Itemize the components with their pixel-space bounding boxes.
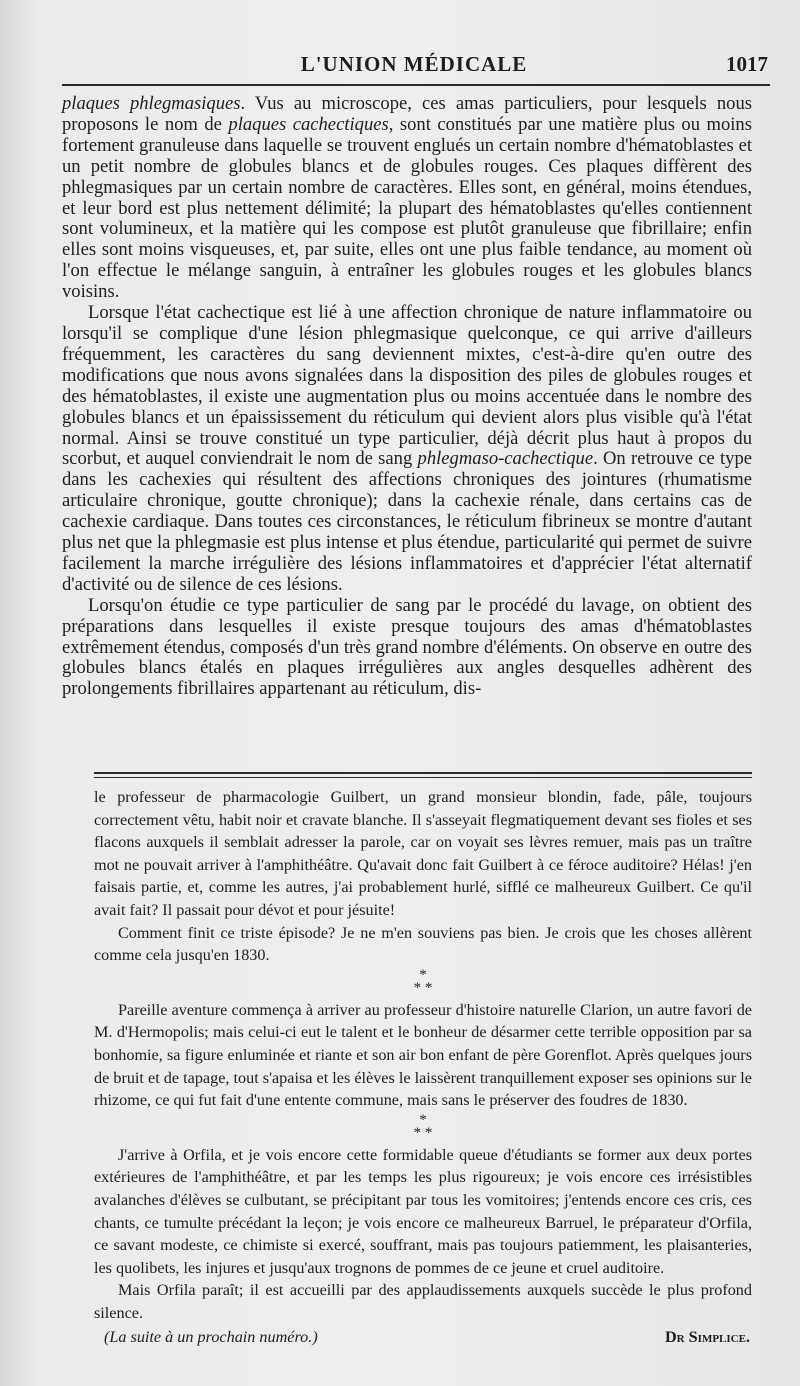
article-paragraph [62, 596, 752, 701]
text-run: . On retrouve ce type dans les cachexies qui résultent des affections chroniques des jointures (rhumatisme articulaire chronique, goutte chronique); dans la cachexie rénale, dans certains cas de cachexie cardiaque. Dans toutes ces circonstances, le réticulum fibrineux se montre d'autant plus net que la phlegmasie est plus intense et plus étendue, particularité qui permet de suivre facilement la marche irrégulière des lésions inflammatoires et d'apprécier l'état alternatif d'activité ou de silence de ces lésions. [62, 448, 752, 595]
feuilleton-paragraph: Pareille aventure commença à arriver au professeur d'histoire naturelle Clarion, un autre favori de M. d'Hermopolis; mais celui-ci eut le talent et le bonheur de désarmer cette terrible opposition par sa bonhomie, sa figure enluminée et riante et son air bon enfant de père Gorenflot. Après quelques jours de bruit et de tapage, tout s'apaisa et les élèves le laissèrent tranquillement exposer ses opinions sur le rhizome, ce qui fut fait d'une entente commune, mais sans le préserver des foudres de 1830. [94, 1000, 752, 1110]
section-stars [94, 1111, 752, 1141]
star-bottom: * * [413, 979, 433, 996]
article-paragraph [62, 94, 752, 303]
running-title: L'UNION MÉDICALE [300, 52, 528, 76]
page-number: 1017 [726, 52, 768, 76]
feuilleton-paragraph: Mais Orfila paraît; il est accueilli par des applaudissements auxquels succède le plus profond silence. [94, 1281, 752, 1322]
header-rule [62, 84, 770, 86]
signoff [94, 1326, 752, 1350]
star-top: * [419, 1111, 427, 1128]
feuilleton [94, 786, 752, 1350]
feuilleton-separator [94, 772, 752, 778]
feuilleton-paragraph: le professeur de pharmacologie Guilbert, un grand monsieur blondin, fade, pâle, toujours correctement vêtu, habit noir et cravate blanche. Il s'asseyait flegmatiquement devant ses fioles et ses flacons auxquels il semblait adresser la parole, car on voyait ses lèvres remuer, mais pas un traître mot ne pouvait arriver à l'amphithéâtre. Qu'avait donc fait Guilbert à ce féroce auditoire? Hélas! j'en faisais partie, et, comme les autres, j'ai probablement hurlé, sifflé ce malheureux Guilbert. Ce qu'il avait fait? Il passait pour dévot et pour jésuite! [94, 788, 752, 919]
text-run: , sont constitués par une matière plus ou moins fortement granuleuse dans laquelle se trouvent englués un certain nombre d'hématoblastes et un petit nombre de globules blancs et de globules rouges. Ces plaques diffèrent des phlegmasiques par un certain nombre de caractères. Elles sont, en général, moins étendues, et leur bord est plus nettement délimité; la plupart des hématoblastes qu'elles contiennent sont volumineux, et la matière qui les compose est plutôt granuleuse que fibrillaire; enfin elles sont moins visqueuses, et, par suite, elles ont une plus faible tendance, au moment où l'on effectue le mélange sanguin, à entraîner les globules rouges et les globules blancs voisins. [62, 113, 752, 303]
section-stars [94, 966, 752, 996]
page-header [60, 48, 768, 82]
text-run: Lorsque l'état cachectique est lié à une affection chronique de nature inflammatoire ou lorsqu'il se complique d'une lésion phlegmasique quelconque, ce qui arrive d'ailleurs fréquemment, les caractères du sang deviennent mixtes, c'est-à-dire qu'en outre des modifications que nous avons signalées dans la disposition des piles de globules rouges et des hématoblastes, il existe une augmentation plus ou moins accentuée dans le nombre des globules blancs et un épaississement du réticulum qui devient alors plus visible qu'à l'état normal. Ainsi se trouve constitué un type particulier, déjà décrit plus haut à propos du scorbut, et auquel conviendrait le nom de sang [62, 302, 752, 470]
article-paragraph [62, 303, 752, 596]
feuilleton-paragraph: Comment finit ce triste épisode? Je ne m'en souviens pas bien. Je crois que les choses allèrent comme cela jusqu'en 1830. [94, 923, 752, 965]
star-bottom: * * [413, 1124, 433, 1141]
text-run: . Vus au microscope, ces amas particuliers, pour lesquels nous proposons le nom de [62, 93, 752, 135]
author-signature: Dr Simplice. [664, 1328, 750, 1347]
italic-term: plaques cachectiques [228, 113, 389, 135]
italic-term: plaques phlegmasiques [62, 93, 241, 114]
text-run: Lorsqu'on étudie ce type particulier de sang par le procédé du lavage, on obtient des préparations dans lesquelles il existe presque toujours des amas d'hématoblastes extrêmement étendus, composés d'un très grand nombre d'éléments. On observe en outre des globules blancs étalés en plaques irrégulières aux angles desquelles adhèrent des prolongements fibrillaires appartenant au réticulum, dis- [62, 594, 752, 700]
italic-term: phlegmaso-cachectique [417, 448, 594, 470]
continuation-note: (La suite à un prochain numéro.) [104, 1328, 318, 1347]
article-body [62, 94, 752, 700]
star-top: * [419, 966, 427, 983]
feuilleton-paragraph: J'arrive à Orfila, et je vois encore cette formidable queue d'étudiants se former aux deux portes extérieures de l'amphithéâtre, et par les temps les plus rigoureux; je vois encore ces irrésistibles avalanches d'élèves se culbutant, se précipitant par tous les vomitoires; j'entends encore ces cris, ces chants, ce tumulte précédant la leçon; je vois encore ce malheureux Barruel, le préparateur d'Orfila, ce savant modeste, ce chimiste si exercé, souffrant, mais pas toujours patiemment, les plaisanteries, les quolibets, les injures et jusqu'aux trognons de pommes de ce jeune et cruel auditoire. [94, 1145, 752, 1277]
